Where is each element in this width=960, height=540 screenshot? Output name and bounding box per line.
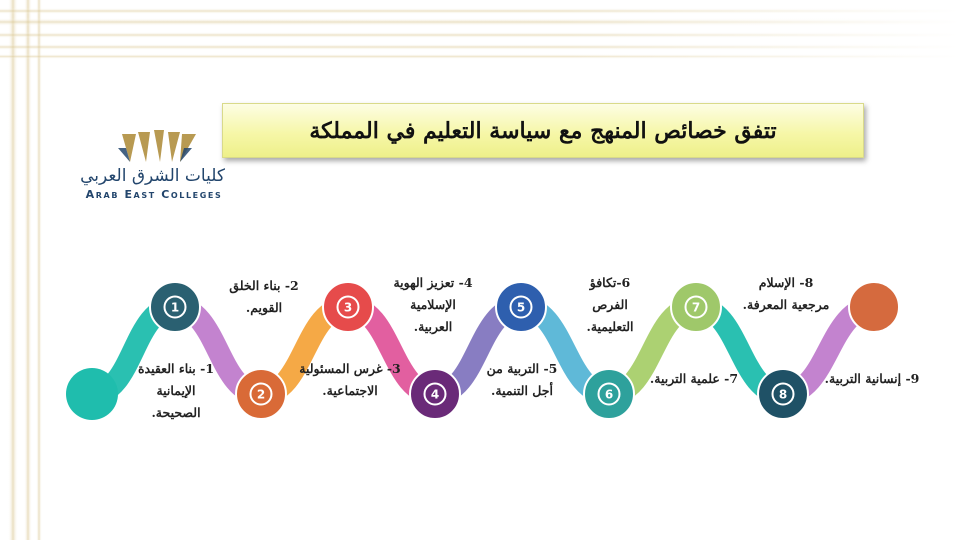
step-label-line: 8- الإسلام bbox=[758, 275, 814, 290]
step-label-line: 2- بناء الخلق bbox=[229, 278, 299, 293]
step-label-line: الإيمانية bbox=[156, 383, 196, 398]
step-label-line: 3- غرس المسئولية bbox=[299, 361, 401, 376]
step-label-line: أجل التنمية. bbox=[491, 383, 553, 398]
step-label-line: القويم. bbox=[245, 300, 283, 315]
step-node-1 bbox=[150, 282, 200, 332]
step-label-2 bbox=[194, 275, 334, 319]
step-label-line: 9- إنسانية التربية. bbox=[824, 371, 920, 386]
step-label-line: الصحيحة. bbox=[151, 405, 201, 420]
step-number: 8 bbox=[778, 387, 788, 402]
step-label-line: الاجتماعية. bbox=[322, 383, 378, 398]
step-label-8 bbox=[716, 272, 856, 316]
step-number: 7 bbox=[691, 300, 701, 315]
step-node-circle bbox=[849, 282, 899, 332]
step-number: 4 bbox=[430, 387, 440, 402]
step-label-line: العربية. bbox=[413, 319, 453, 334]
page-title: تتفق خصائص المنهج مع سياسة التعليم في المملكة bbox=[309, 117, 777, 144]
step-number: 3 bbox=[343, 300, 353, 315]
step-label-5 bbox=[452, 358, 592, 402]
logo-arabic-text: كليات الشرق العربي bbox=[80, 166, 225, 186]
step-label-line: 5- التربية من bbox=[486, 361, 558, 376]
step-label-9 bbox=[802, 368, 942, 390]
step-label-line: التعليمية. bbox=[586, 319, 634, 334]
step-label-line: الفرص bbox=[592, 297, 628, 312]
step-label-6 bbox=[540, 272, 680, 338]
step-number: 5 bbox=[516, 300, 526, 315]
step-label-3 bbox=[280, 358, 420, 402]
step-node-5 bbox=[496, 282, 546, 332]
step-number: 6 bbox=[604, 387, 614, 402]
step-label-4 bbox=[363, 272, 503, 338]
step-node-8 bbox=[758, 369, 808, 419]
step-number: 2 bbox=[256, 387, 266, 402]
step-node-9 bbox=[849, 282, 899, 332]
step-label-line: 1- بناء العقيدة bbox=[137, 361, 215, 376]
step-label-1 bbox=[106, 358, 246, 424]
step-label-line: 7- علمية التربية. bbox=[649, 371, 739, 386]
logo-english-text: Arab East Colleges bbox=[85, 188, 223, 201]
step-label-line: 6-تكافؤ bbox=[589, 275, 631, 290]
step-number: 1 bbox=[170, 300, 180, 315]
step-label-line: 4- تعزيز الهوية bbox=[393, 275, 473, 290]
step-label-line: الإسلامية bbox=[410, 297, 456, 312]
step-label-line: مرجعية المعرفة. bbox=[742, 297, 830, 312]
step-label-7 bbox=[624, 368, 764, 390]
